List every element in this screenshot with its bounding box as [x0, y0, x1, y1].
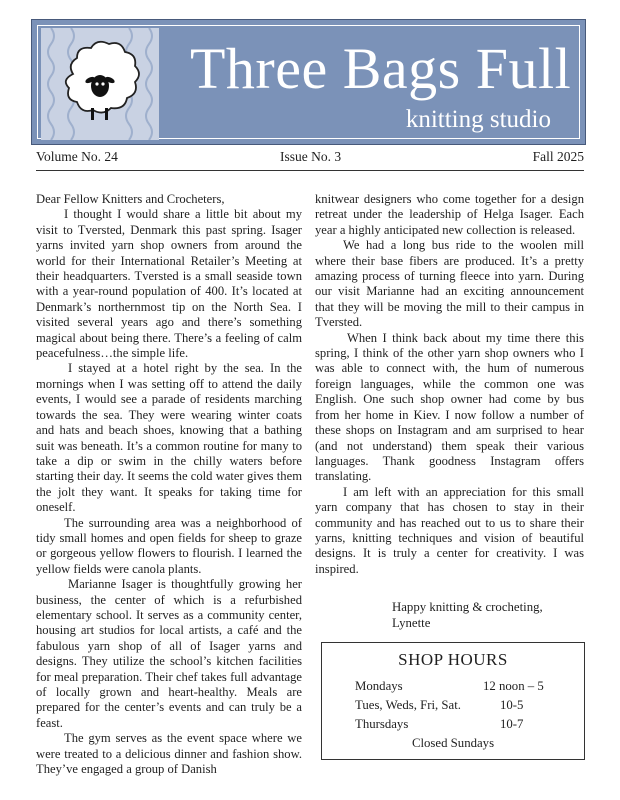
paragraph: We had a long bus ride to the woolen mill where their base fibers are produced. It’s a pretty amazing process of turning fleece into yarn. During our visit Marianne had an exciting announcement that they will be moving the mill to their campus in Tversted. [315, 238, 584, 330]
sheep-logo-icon [41, 28, 159, 140]
hours-row [355, 717, 566, 734]
divider [36, 170, 584, 171]
volume-number: Volume No. 24 [36, 149, 118, 164]
sign-off [392, 599, 543, 631]
shop-hours-box [321, 642, 585, 760]
paragraph: When I think back about my time there this spring, I think of the other yarn shop owners who I was able to connect with, the hum of numerous foreign languages, while the common one was English. One such shop owner had come by bus from her home in Kiev. I now follow a number of these shops on Instagram and am surprised to hear (and not understand) them speak their various languages. Thank goodness Instagram offers translating. [315, 330, 584, 484]
hours-days: Tues, Weds, Fri, Sat. [355, 698, 461, 712]
hours-time: 12 noon – 5 [483, 679, 544, 693]
paragraph: I thought I would share a little bit about my visit to Tversted, Denmark this past spring. Isager yarns invited yarn shop owners from around the world for their International Retailer’s Meeting at their headquarters. Tversted is a small seaside town with a year-round population of 400. It’s located at Denmark’s northernmost tip on the North Sea. I visited several years ago and there’s something magical about being there. There’s a feeling of calm peacefulness…the simple life. [36, 207, 302, 361]
paragraph: I am left with an appreciation for this small yarn company that has chosen to stay in their community and has reached out to us to share their yarns, knitting techniques and vision of beautiful designs. It is truly a center for creativity. I was inspired. [315, 484, 584, 576]
issue-season: Fall 2025 [532, 149, 584, 164]
signature: Lynette [392, 616, 431, 630]
issue-number: Issue No. 3 [280, 149, 342, 164]
hours-row [355, 698, 566, 715]
paragraph: Marianne Isager is thoughtfully growing her business, the center of which is a refurbished elementary school. It serves as a community center, housing art studios for local artists, a café and the fabulous yarn shop of all of Isager yarns and designs. They utilize the school’s kitchen facilities for meal preparation. Their chef takes full advantage of locally grown and heart-healthy. Meals are prepared for the center’s events and can truly be a feast. [36, 577, 302, 730]
hours-time: 10-7 [500, 717, 524, 731]
paragraph: knitwear designers who come together for a design retreat under the leadership of Helga Isager. Each year a highly anticipated new collection is released. [315, 192, 584, 237]
right-column [315, 192, 584, 577]
hours-row [355, 679, 566, 696]
salutation: Dear Fellow Knitters and Crocheters, [36, 192, 225, 206]
hours-days: Mondays [355, 679, 403, 693]
paragraph: The surrounding area was a neighborhood of tidy small homes and open fields for sheep to graze or gorgeous yellow flowers to flourish. I learned the yellow fields were canola plants. [36, 515, 302, 576]
newsletter-title: Three Bags Full [190, 36, 572, 101]
hours-days: Thursdays [355, 717, 409, 731]
masthead [31, 19, 586, 145]
newsletter-subtitle: knitting studio [405, 106, 551, 133]
issue-line [36, 149, 584, 167]
left-column [36, 192, 302, 777]
paragraph: I stayed at a hotel right by the sea. In the mornings when I was setting off to attend the daily events, I would see a parade of residents marching towards the sea. They were wearing winter coats and hats and beach shoes, knowing that a bathing suit was beneath. It’s a common routine for many to take a dip or swim in the chilly waters before starting their day. It seems the cold water gives them the jolt they want. It speaks for taking time for oneself. [36, 361, 302, 515]
closing: Happy knitting & crocheting, [392, 600, 543, 614]
masthead-frame [37, 25, 580, 139]
closed-note: Closed Sundays [411, 736, 495, 750]
paragraph: The gym serves as the event space where we were treated to a delicious dinner and fashion show. They’ve engaged a group of Danish [36, 731, 302, 777]
shop-hours-title: SHOP HOURS [398, 650, 508, 669]
hours-time: 10-5 [500, 698, 524, 712]
